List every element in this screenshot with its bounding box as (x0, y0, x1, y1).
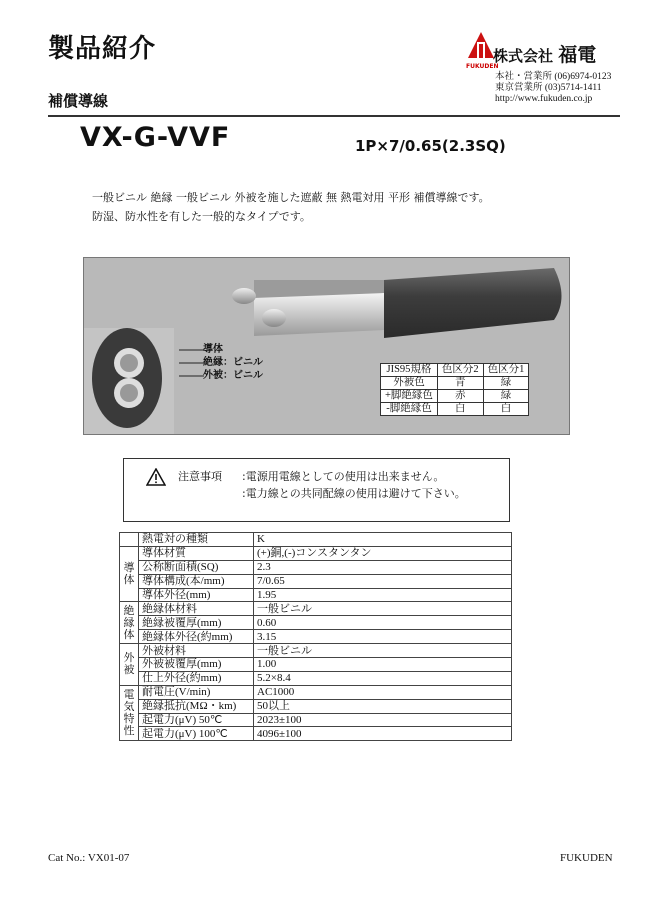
description-line: 防湿、防水性を有した一般的なタイプです。 (92, 210, 311, 223)
spec-label: 絶縁体外径(約mm) (139, 630, 254, 644)
table-row (381, 403, 529, 416)
spec-table (119, 532, 512, 741)
product-description (92, 188, 562, 226)
table-row (381, 377, 529, 390)
group-empty (120, 533, 139, 547)
spec-label: 外被材料 (139, 644, 254, 658)
caution-line: :電力線との共同配線の使用は避けて下さい。 (242, 487, 466, 500)
spec-label: 外被被覆厚(mm) (139, 658, 254, 672)
catalog-number: Cat No.: VX01-07 (48, 852, 130, 864)
caution-line: :電源用電線としての使用は出来ません。 (242, 470, 445, 483)
table-row (120, 699, 512, 713)
table-row (120, 588, 512, 602)
spec-label: 絶縁被覆厚(mm) (139, 616, 254, 630)
caution-label: 注意事項 (178, 470, 222, 483)
company-prefix: 株式会社 (493, 47, 554, 65)
table-row (120, 630, 512, 644)
spec-label: 導体構成(本/mm) (139, 574, 254, 588)
spec-value: 1.95 (254, 588, 512, 602)
spec-value: 一般ビニル (254, 644, 512, 658)
color-table (380, 363, 529, 416)
table-row (120, 713, 512, 727)
table-row (381, 390, 529, 403)
table-row (120, 658, 512, 672)
group-label: 外 被 (120, 644, 139, 686)
spec-value: 1.00 (254, 658, 512, 672)
company-name (493, 40, 596, 67)
spec-label: 起電力(μV) 50℃ (139, 713, 254, 727)
spec-label: 起電力(μV) 100℃ (139, 727, 254, 741)
spec-label: 導体材質 (139, 546, 254, 560)
spec-value: AC1000 (254, 685, 512, 699)
table-cell: 青 (437, 377, 483, 390)
row-label: -脚絶縁色 (381, 403, 438, 416)
table-cell: 緑 (483, 377, 529, 390)
table-row (120, 644, 512, 658)
company-address (495, 72, 611, 105)
header-divider (48, 115, 620, 117)
header-cell: 色区分1 (483, 364, 529, 377)
spec-value: (+)銅,(-)コンスタンタン (254, 546, 512, 560)
spec-label: 耐電圧(V/min) (139, 685, 254, 699)
table-row (120, 533, 512, 547)
spec-value: 50以上 (254, 699, 512, 713)
table-cell: 赤 (437, 390, 483, 403)
spec-label: 絶縁体材料 (139, 602, 254, 616)
table-row (120, 671, 512, 685)
fukuden-logo-icon (468, 32, 494, 62)
table-header-row (381, 364, 529, 377)
category-title: 補償導線 (48, 92, 109, 110)
table-row (120, 560, 512, 574)
table-cell: 白 (483, 403, 529, 416)
address-line: 本社・営業所 (06)6974-0123 (495, 72, 612, 82)
spec-label: 公称断面積(SQ) (139, 560, 254, 574)
spec-label: 導体外径(mm) (139, 588, 254, 602)
spec-label: 仕上外径(約mm) (139, 671, 254, 685)
page-title: 製品紹介 (48, 34, 157, 64)
spec-value: 5.2×8.4 (254, 671, 512, 685)
legend-sheath: 外被：ビニル (203, 370, 263, 381)
company-main: 福電 (558, 44, 597, 66)
table-row (120, 574, 512, 588)
table-row (120, 685, 512, 699)
caution-box (123, 458, 510, 522)
spec-value: 2023±100 (254, 713, 512, 727)
header-cell: 色区分2 (437, 364, 483, 377)
spec-value: K (254, 533, 512, 547)
spec-value: 2.3 (254, 560, 512, 574)
description-line: 一般ビニル 絶縁 一般ビニル 外被を施した遮蔽 無 熱電対用 平形 補償導線です。 (92, 191, 490, 204)
product-model: VX-G-VVF (80, 122, 231, 153)
table-cell: 白 (437, 403, 483, 416)
spec-value: 3.15 (254, 630, 512, 644)
warning-icon (146, 468, 166, 486)
group-label: 導 体 (120, 546, 139, 602)
spec-value: 一般ビニル (254, 602, 512, 616)
spec-label: 熱電対の種類 (139, 533, 254, 547)
product-spec: 1P×7/0.65(2.3SQ) (355, 137, 506, 155)
logo-text: FUKUDEN (466, 63, 499, 70)
table-row (120, 727, 512, 741)
table-row (120, 602, 512, 616)
address-line: 東京営業所 (03)5714-1411 (495, 83, 602, 93)
group-label: 絶 縁 体 (120, 602, 139, 644)
legend-insulation: 絶縁：ビニル (203, 357, 263, 368)
spec-value: 4096±100 (254, 727, 512, 741)
group-label: 電 気 特 性 (120, 685, 139, 741)
spec-value: 0.60 (254, 616, 512, 630)
website-link[interactable]: http://www.fukuden.co.jp (495, 94, 593, 104)
spec-value: 7/0.65 (254, 574, 512, 588)
row-label: +脚絶縁色 (381, 390, 438, 403)
table-row (120, 546, 512, 560)
footer-brand: FUKUDEN (560, 852, 613, 864)
cable-legend (203, 343, 263, 382)
legend-conductor: 導体 (203, 344, 223, 355)
table-row (120, 616, 512, 630)
header-cell: JIS95規格 (381, 364, 438, 377)
spec-label: 絶縁抵抗(MΩ・km) (139, 699, 254, 713)
row-label: 外被色 (381, 377, 438, 390)
table-cell: 緑 (483, 390, 529, 403)
